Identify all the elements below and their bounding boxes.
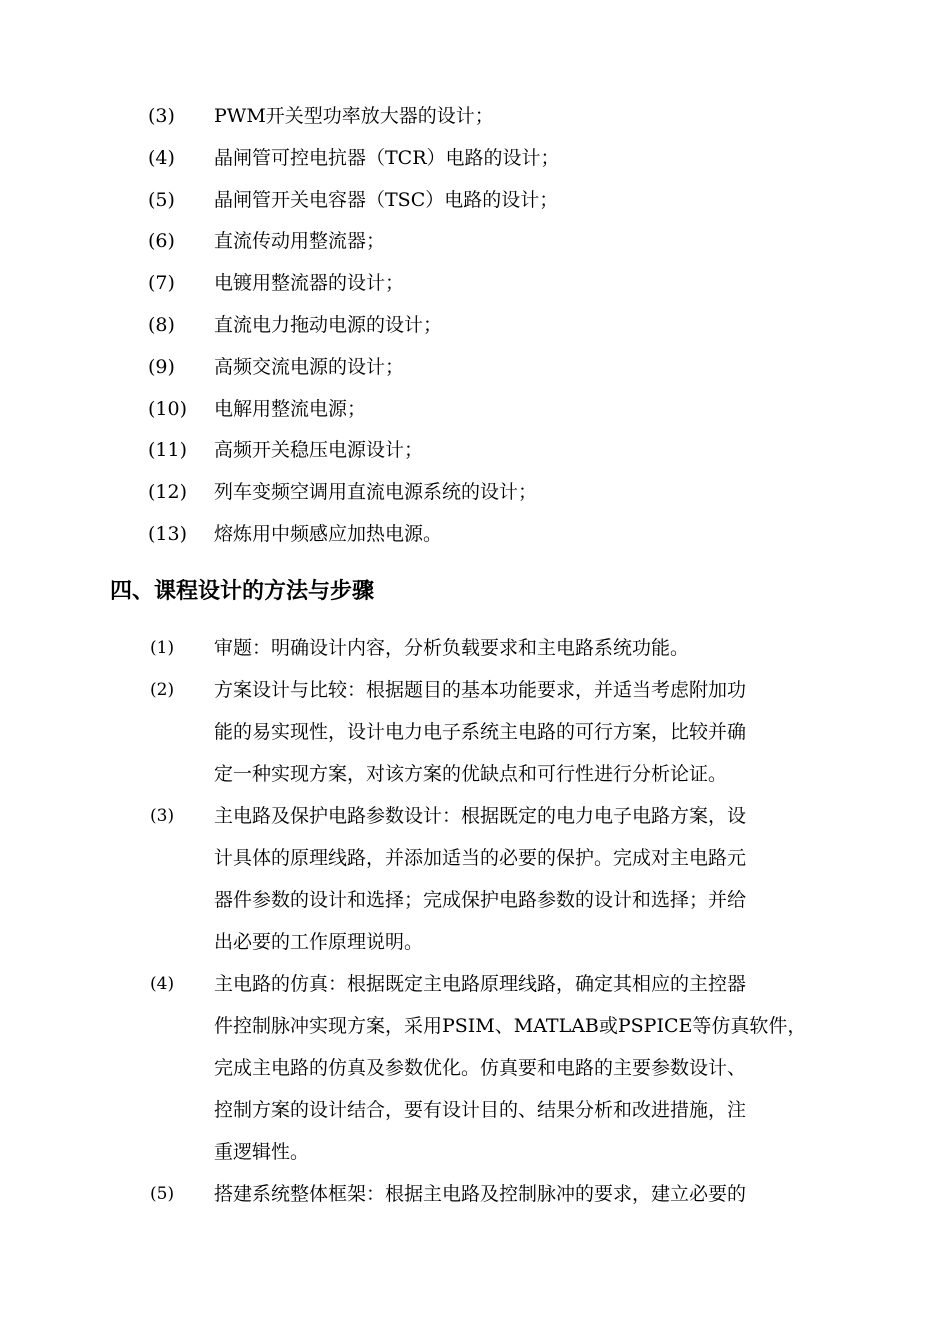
list-item <box>0 263 950 305</box>
list-item-number: (10) <box>148 397 188 420</box>
list-item <box>0 669 950 795</box>
list-item-number: (12) <box>148 481 188 504</box>
list-item-text: 晶闸管开关电容器（TSC）电路的设计； <box>214 188 559 211</box>
list-item-text <box>214 627 854 669</box>
list-item-number: (3) <box>150 806 175 826</box>
list-item-text: 高频交流电源的设计； <box>214 355 405 378</box>
list-item <box>0 389 950 431</box>
list-item <box>0 795 950 963</box>
section-heading: 四、课程设计的方法与步骤 <box>110 579 375 604</box>
list-item-text <box>214 963 854 1173</box>
text-line: 搭建系统整体框架：根据主电路及控制脉冲的要求，建立必要的 <box>214 1183 747 1205</box>
list-item <box>0 514 950 556</box>
list-item <box>0 963 950 1173</box>
list-item-number: (11) <box>148 439 188 462</box>
method-step-list <box>0 627 950 1215</box>
list-item-number: (1) <box>150 638 175 658</box>
text-line: 重逻辑性。 <box>214 1141 310 1163</box>
list-item <box>0 96 950 138</box>
text-line: 出必要的工作原理说明。 <box>214 931 424 953</box>
text-line: 方案设计与比较：根据题目的基本功能要求，并适当考虑附加功 <box>214 679 747 701</box>
list-item-number: (6) <box>148 230 175 253</box>
list-item <box>0 472 950 514</box>
list-item-text: 电镀用整流器的设计； <box>214 272 405 295</box>
text-line: 主电路的仿真：根据既定主电路原理线路，确定其相应的主控器 <box>214 973 747 995</box>
list-item-text: 高频开关稳压电源设计； <box>214 439 424 462</box>
list-item-text <box>214 669 854 795</box>
list-item-number: (4) <box>148 146 175 169</box>
list-item <box>0 221 950 263</box>
list-item-text <box>214 1173 854 1215</box>
list-item-number: (13) <box>148 522 188 545</box>
text-line: 能的易实现性，设计电力电子系统主电路的可行方案，比较并确 <box>214 721 747 743</box>
list-item <box>0 180 950 222</box>
list-item-text: 列车变频空调用直流电源系统的设计； <box>214 481 538 504</box>
text-line: 审题：明确设计内容，分析负载要求和主电路系统功能。 <box>214 637 690 659</box>
text-line: 器件参数的设计和选择；完成保护电路参数的设计和选择；并给 <box>214 889 747 911</box>
list-item-text <box>214 795 854 963</box>
list-item-text: 直流电力拖动电源的设计； <box>214 313 443 336</box>
list-item <box>0 138 950 180</box>
list-item-number: (3) <box>148 105 175 127</box>
list-item <box>0 1173 950 1215</box>
list-item <box>0 347 950 389</box>
text-line: 主电路及保护电路参数设计：根据既定的电力电子电路方案，设 <box>214 805 747 827</box>
list-item-text: 直流传动用整流器； <box>214 230 386 253</box>
list-item-text: 熔炼用中频感应加热电源。 <box>214 522 443 545</box>
text-line: 计具体的原理线路，并添加适当的必要的保护。完成对主电路元 <box>214 847 747 869</box>
list-item-number: (2) <box>150 680 175 700</box>
list-item-number: (5) <box>150 1184 175 1204</box>
list-item <box>0 627 950 669</box>
list-item-text: 晶闸管可控电抗器（TCR）电路的设计； <box>214 146 560 169</box>
text-line: 控制方案的设计结合，要有设计目的、结果分析和改进措施，注 <box>214 1099 747 1121</box>
list-item-number: (4) <box>150 974 175 994</box>
text-line: 完成主电路的仿真及参数优化。仿真要和电路的主要参数设计、 <box>214 1057 747 1079</box>
design-topic-list <box>0 96 950 556</box>
list-item-number: (8) <box>148 313 175 336</box>
list-item-text: 电解用整流电源； <box>214 397 367 420</box>
list-item-number: (5) <box>148 188 175 211</box>
text-line: 定一种实现方案，对该方案的优缺点和可行性进行分析论证。 <box>214 763 728 785</box>
list-item-number: (7) <box>148 272 175 295</box>
list-item <box>0 430 950 472</box>
list-item-text: PWM开关型功率放大器的设计； <box>214 105 494 127</box>
list-item <box>0 305 950 347</box>
text-line: 件控制脉冲实现方案，采用PSIM、MATLAB或PSPICE等仿真软件， <box>214 1015 807 1037</box>
list-item-number: (9) <box>148 355 175 378</box>
